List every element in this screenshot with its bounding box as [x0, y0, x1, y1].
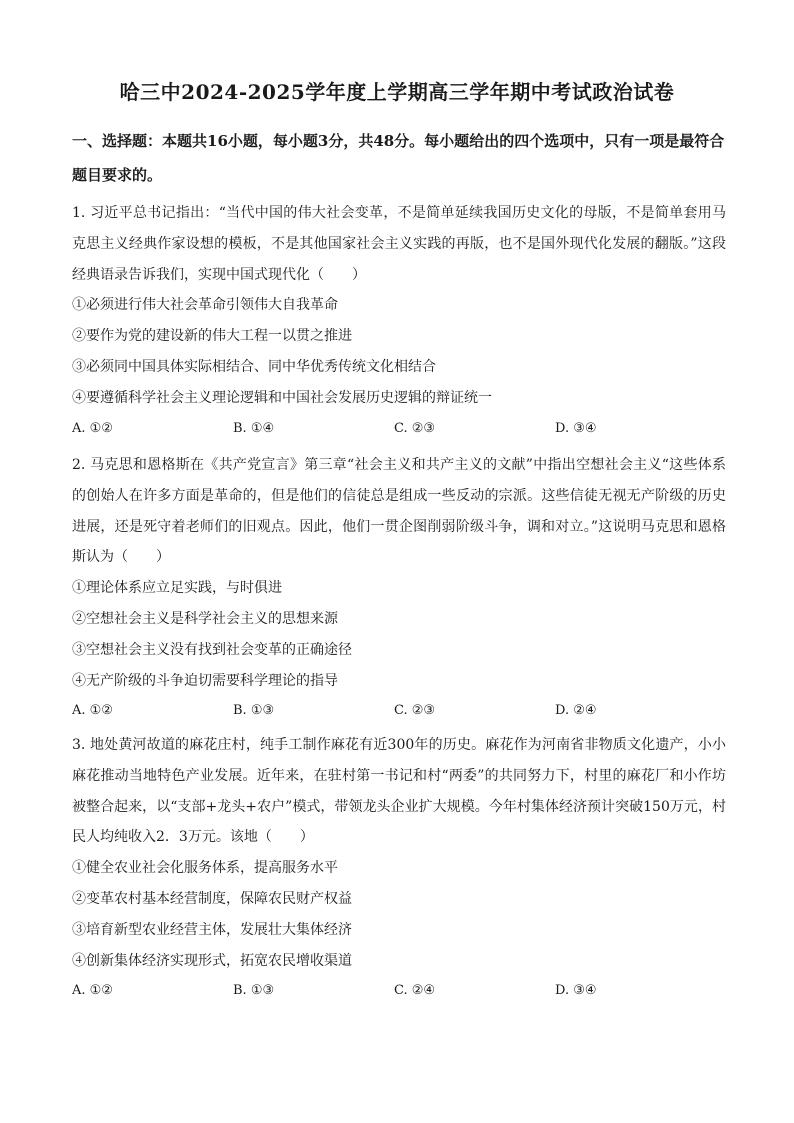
- option-4: ④创新集体经济实现形式，拓宽农民增收渠道: [72, 952, 352, 969]
- choice-b: B. ①④: [233, 420, 275, 436]
- question-1: [72, 198, 726, 444]
- question-stem: 2. 马克思和恩格斯在《共产党宣言》第三章“社会主义和共产主义的文献”中指出空想社会主义“这些体系的创始人在许多方面是革命的，但是他们的信徒总是组成一些反动的宗派。这些信徒无视无产阶级的历史进展，还是死守着老师们的旧观点。因此，他们一贯企图削弱阶级斗争，调和对立。”这说明马克思和恩格斯认为（ ）: [72, 457, 726, 566]
- option-4: ④无产阶级的斗争迫切需要科学理论的指导: [72, 672, 338, 689]
- option-2: ②空想社会主义是科学社会主义的思想来源: [72, 610, 338, 627]
- choice-d: D. ③④: [555, 983, 597, 999]
- exam-title: 哈三中2024-2025学年度上学期高三学年期中考试政治试卷: [119, 80, 675, 104]
- choice-b: B. ①③: [233, 703, 275, 719]
- choice-b: B. ①③: [233, 983, 275, 999]
- choice-d: D. ③④: [555, 420, 597, 436]
- option-4: ④要遵循科学社会主义理论逻辑和中国社会发展历史逻辑的辩证统一: [72, 389, 492, 406]
- option-2: ②要作为党的建设新的伟大工程一以贯之推进: [72, 328, 352, 345]
- answer-choices: [72, 414, 726, 445]
- choice-a: A. ①②: [72, 983, 113, 999]
- choice-c: C. ②③: [394, 420, 436, 436]
- answer-choices: [72, 696, 726, 727]
- option-1: ①健全农业社会化服务体系，提高服务水平: [72, 860, 338, 877]
- choice-d: D. ②④: [555, 703, 597, 719]
- question-stem: 1. 习近平总书记指出：“当代中国的伟大社会变革，不是简单延续我国历史文化的母版，不是简单套用马克思主义经典作家设想的模板，不是其他国家社会主义实践的再版，也不是国外现代化发展的翻版。”这段经典语录告诉我们，实现中国式现代化（ ）: [72, 205, 726, 283]
- choice-a: A. ①②: [72, 420, 113, 436]
- option-1: ①必须进行伟大社会革命引领伟大自我革命: [72, 297, 338, 314]
- choice-c: C. ②④: [394, 983, 436, 999]
- option-3: ③空想社会主义没有找到社会变革的正确途径: [72, 641, 352, 658]
- choice-c: C. ②③: [394, 703, 436, 719]
- option-1: ①理论体系应立足实践，与时俱进: [72, 580, 282, 597]
- option-3: ③培育新型农业经营主体，发展壮大集体经济: [72, 921, 352, 938]
- section-header: 一、选择题：本题共16小题，每小题3分，共48分。每小题给出的四个选项中，只有一项是最符合题目要求的。: [72, 132, 725, 184]
- choice-a: A. ①②: [72, 703, 113, 719]
- option-2: ②变革农村基本经营制度，保障农民财产权益: [72, 890, 352, 907]
- question-2: [72, 450, 726, 727]
- question-stem: 3. 地处黄河故道的麻花庄村，纯手工制作麻花有近300年的历史。麻花作为河南省非物质文化遗产，小小麻花推动当地特色产业发展。近年来，在驻村第一书记和村“两委”的共同努力下，村里的麻花厂和小作坊被整合起来，以“支部+龙头+农户”模式，带领龙头企业扩大规模。今年村集体经济预计突破150万元，村民人均纯收入2．3万元。该地（ ）: [72, 737, 726, 846]
- question-3: [72, 730, 726, 1007]
- option-3: ③必须同中国具体实际相结合、同中华优秀传统文化相结合: [72, 358, 436, 375]
- answer-choices: [72, 976, 726, 1007]
